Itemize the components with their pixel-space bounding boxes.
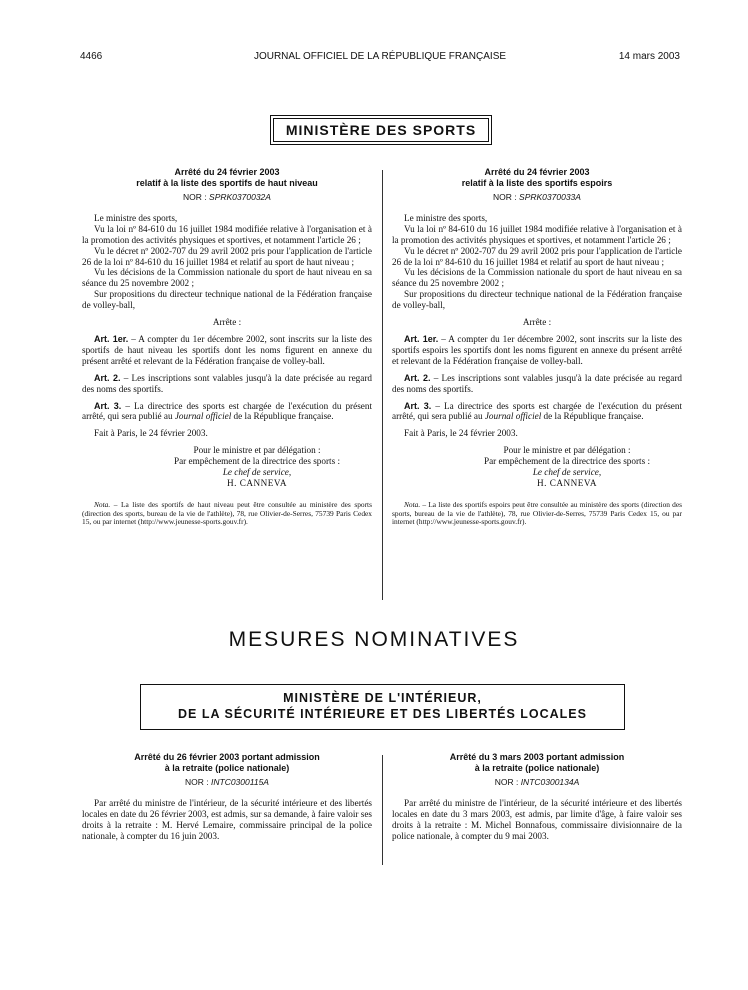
section-title: MESURES NOMINATIVES <box>228 628 520 651</box>
article-text: – A compter du 1er décembre 2002, sont inscrits sur la liste des sportifs espoirs les sportifs dont les noms figurent en annexe du présent arrêté et relevant de la Fédération française de volley-ball. <box>392 333 682 366</box>
article-label: Art. 3. <box>94 400 122 411</box>
article-1 <box>392 334 682 367</box>
signature-line: Par empêchement de la directrice des sports : <box>173 456 341 467</box>
article-label: Art. 1er. <box>404 333 439 344</box>
signature-line: Pour le ministre et par délégation : <box>503 445 631 456</box>
signature-line: Par empêchement de la directrice des sports : <box>483 456 651 467</box>
signature-line <box>82 467 372 478</box>
arrete-label: Arrête : <box>522 317 552 328</box>
nor-label: NOR : <box>183 192 210 202</box>
paragraph: Vu le décret nº 2002-707 du 29 avril 2002 pris pour l'application de l'article 26 de la loi nº 84-610 du 16 juillet 1984 et relatif au sport de haut niveau ; <box>82 245 372 267</box>
signature-name: H. CANNEVA <box>227 477 287 488</box>
paragraph: Le ministre des sports, <box>94 212 178 223</box>
paragraph: Vu la loi nº 84-610 du 16 juillet 1984 modifiée relative à l'organisation et à la promotion des activités physiques et sportives, et notamment l'article 26 ; <box>392 223 682 245</box>
signature-name: H. CANNEVA <box>537 477 597 488</box>
arrete-label: Arrête : <box>212 317 242 328</box>
signature-line: Pour le ministre et par délégation : <box>193 445 321 456</box>
article-text: – Les inscriptions sont valables jusqu'à la date précisée au regard des noms des sportifs. <box>392 372 682 394</box>
column-divider <box>382 170 383 600</box>
fait-a-paris: Fait à Paris, le 24 février 2003. <box>94 428 208 439</box>
nor-label: NOR : <box>185 777 211 787</box>
nor-code: SPRK0370032A <box>209 192 271 202</box>
nota <box>82 501 372 527</box>
issue-date: 14 mars 2003 <box>618 51 680 62</box>
article-label: Art. 1er. <box>94 333 129 344</box>
article-3 <box>82 401 372 423</box>
decree-haut-niveau <box>82 167 372 527</box>
signature-role: Le chef de service, <box>222 467 292 478</box>
journal-title: JOURNAL OFFICIEL DE LA RÉPUBLIQUE FRANÇAISE <box>253 51 507 62</box>
nor-label: NOR : <box>494 777 521 787</box>
nota <box>392 501 682 527</box>
article-2 <box>392 373 682 395</box>
paragraph: Par arrêté du ministre de l'intérieur, de la sécurité intérieure et des libertés locales en date du 26 février 2003, est admis, sur sa demande, à faire valoir ses droits à la retraite : M. Hervé Lemaire, commissaire principal de la police nationale, à compter du 16 juin 2003. <box>82 797 372 841</box>
ministry-sports-title: MINISTÈRE DES SPORTS <box>285 122 477 138</box>
decree-retraite-bonnafous <box>392 752 682 842</box>
article-1 <box>82 334 372 367</box>
nor-code: INTC0300115A <box>211 777 269 787</box>
nota-text: – La liste des sportifs de haut niveau peut être consultée au ministère des sports (direction des sports, bureau de la vie de l'athlète), 78, rue Olivier-de-Serres, 75739 Paris Cedex 15, ou par internet (http://www.jeunesse-sports.gouv.fr). <box>82 499 372 527</box>
decree-title-line1: Arrêté du 3 mars 2003 portant admission <box>449 752 625 762</box>
page-header <box>80 51 680 65</box>
article-label: Art. 3. <box>404 400 432 411</box>
decree-espoirs <box>392 167 682 527</box>
decree-title <box>82 167 372 188</box>
signature-role: Le chef de service, <box>532 467 602 478</box>
paragraph: Vu la loi nº 84-610 du 16 juillet 1984 modifiée relative à l'organisation et à la promotion des activités physiques et sportives, et notamment l'article 26 ; <box>82 223 372 245</box>
article-label: Art. 2. <box>404 372 431 383</box>
ministry-sports-box <box>270 115 492 145</box>
decree-title-line2: à la retraite (police nationale) <box>164 762 290 773</box>
nor-reference <box>82 777 372 788</box>
article-label: Art. 2. <box>94 372 121 383</box>
signature-line <box>392 467 682 478</box>
journal-officiel-italic: Journal officiel <box>174 411 232 422</box>
decree-retraite-lemaire <box>82 752 372 842</box>
ministry-box-inner-frame <box>273 118 489 142</box>
decree-title <box>392 167 682 188</box>
nor-reference <box>392 777 682 788</box>
page-number: 4466 <box>80 51 103 62</box>
journal-officiel-italic: Journal officiel <box>484 411 542 422</box>
article-text: de la République française. <box>541 411 644 422</box>
ministry-interieur-line2: DE LA SÉCURITÉ INTÉRIEURE ET DES LIBERTÉS LOCALES <box>178 707 587 721</box>
article-2 <box>82 373 372 395</box>
article-text: – La directrice des sports est chargée de l'exécution du présent arrêté, qui sera publié au <box>82 400 372 422</box>
paragraph: Vu les décisions de la Commission nationale du sport de haut niveau en sa séance du 25 novembre 2002 ; <box>82 267 372 289</box>
article-text: – A compter du 1er décembre 2002, sont inscrits sur la liste des sportifs de haut niveau les sportifs dont les noms figurent en annexe du présent arrêté et relevant de la Fédération française de volley-ball. <box>82 333 372 366</box>
nor-code: INTC0300134A <box>520 777 580 787</box>
article-text: – La directrice des sports est chargée de l'exécution du présent arrêté, qui sera publié au <box>392 400 682 422</box>
nor-label: NOR : <box>493 192 520 202</box>
column-divider <box>382 755 383 865</box>
decree-title-line2: relatif à la liste des sportifs de haut niveau <box>136 177 318 188</box>
ministry-interieur-line1: MINISTÈRE DE L'INTÉRIEUR, <box>283 691 482 705</box>
decree-title-line1: Arrêté du 26 février 2003 portant admission <box>134 752 320 762</box>
decree-title <box>82 752 372 773</box>
paragraph: Le ministre des sports, <box>404 212 488 223</box>
nor-code: SPRK0370033A <box>519 192 581 202</box>
article-3 <box>392 401 682 423</box>
paragraph: Par arrêté du ministre de l'intérieur, de la sécurité intérieure et des libertés locales en date du 3 mars 2003, est admis, par limite d'âge, à faire valoir ses droits à la retraite : M. Michel Bonnafous, commissaire divisionnaire de la police nationale, à compter du 9 mai 2003. <box>392 797 682 841</box>
nota-text: – La liste des sportifs espoirs peut être consultée au ministère des sports (direction des sports, bureau de la vie de l'athlète), 78, rue Olivier-de-Serres, 75739 Paris Cedex 15, ou par internet (http://www.jeunesse-sports.gouv.fr). <box>392 499 682 527</box>
paragraph: Sur propositions du directeur technique national de la Fédération française de volley-ball, <box>392 289 682 311</box>
decree-title-line1: Arrêté du 24 février 2003 <box>174 167 280 177</box>
decree-title-line2: à la retraite (police nationale) <box>474 762 600 773</box>
decree-title-line1: Arrêté du 24 février 2003 <box>484 167 590 177</box>
decree-title <box>392 752 682 773</box>
paragraph: Vu le décret nº 2002-707 du 29 avril 2002 pris pour l'application de l'article 26 de la loi nº 84-610 du 16 juillet 1984 et relatif au sport de haut niveau ; <box>392 245 682 267</box>
nor-reference <box>82 192 372 203</box>
nor-reference <box>392 192 682 203</box>
nota-label: Nota. <box>404 499 421 509</box>
paragraph: Vu les décisions de la Commission nationale du sport de haut niveau en sa séance du 25 novembre 2002 ; <box>392 267 682 289</box>
ministry-interieur-box <box>140 684 625 730</box>
article-text: – Les inscriptions sont valables jusqu'à la date précisée au regard des noms des sportifs. <box>82 372 372 394</box>
paragraph: Sur propositions du directeur technique national de la Fédération française de volley-ball, <box>82 289 372 311</box>
decree-title-line2: relatif à la liste des sportifs espoirs <box>461 177 613 188</box>
fait-a-paris: Fait à Paris, le 24 février 2003. <box>404 428 518 439</box>
nota-label: Nota. <box>94 499 111 509</box>
article-text: de la République française. <box>231 411 334 422</box>
